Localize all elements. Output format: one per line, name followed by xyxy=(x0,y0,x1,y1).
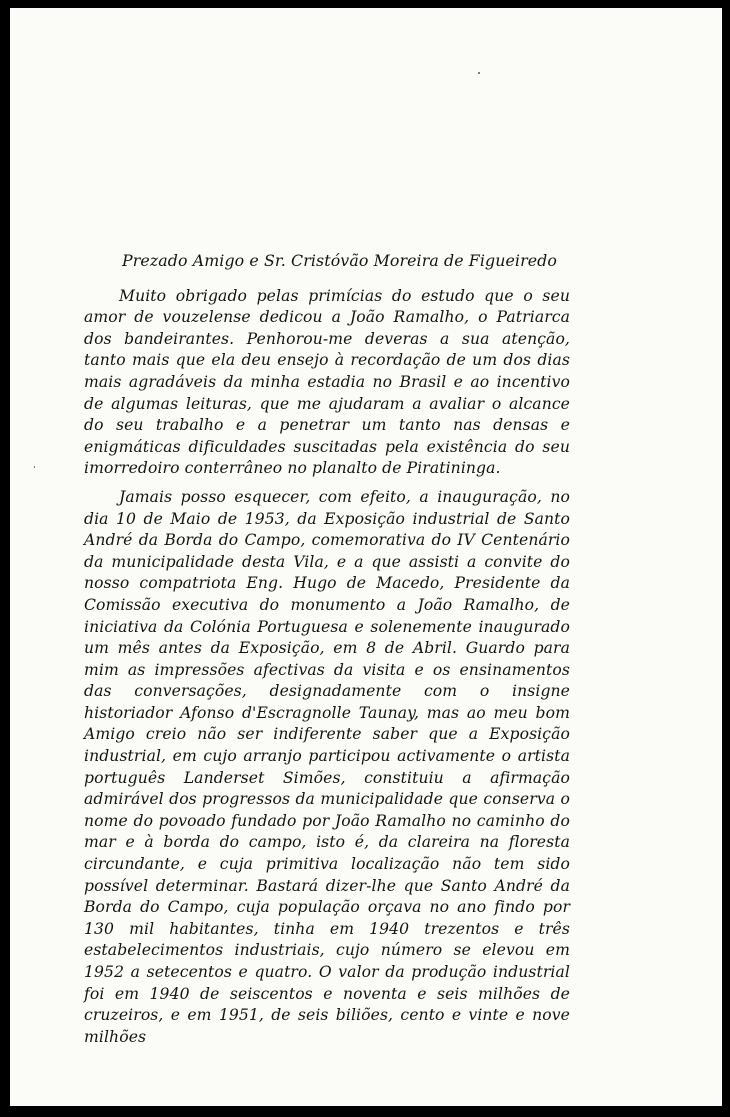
dust-speck xyxy=(478,72,480,74)
letter-body xyxy=(84,250,570,1048)
salutation: Prezado Amigo e Sr. Cristóvão Moreira de Figueiredo xyxy=(122,251,558,270)
paragraph-2: Jamais posso esquecer, com efeito, a inauguração, no dia 10 de Maio de 1953, da Exposição industrial de Santo André da Borda do Campo, comemorativa do IV Centenário da municipalidade desta Vila, e a que assisti a convite do nosso compatriota Eng. Hugo de Macedo, Presidente da Comissão executiva do monumento a João Ramalho, de iniciativa da Colónia Portuguesa e solenemente inaugurado um mês antes da Exposição, em 8 de Abril. Guardo para mim as impressões afectivas da visita e os ensinamentos das conversações, designadamente com o insigne historiador Afonso d'Escragnolle Taunay, mas ao meu bom Amigo creio não ser indiferente saber que a Exposição industrial, em cujo arranjo participou activamente o artista português Landerset Simões, constituiu a afirmação admirável dos progressos da municipalidade que conserva o nome do povoado fundado por João Ramalho no caminho do mar e à borda do campo, isto é, da clareira na floresta circundante, e cuja primitiva localização não tem sido possível determinar. Bastará dizer-lhe que Santo André da Borda do Campo, cuja população orçava no ano findo por 130 mil habitantes, tinha em 1940 trezentos e três estabelecimentos industriais, cujo número se elevou em 1952 a setecentos e quatro. O valor da produção industrial foi em 1940 de seiscentos e noventa e seis milhões de cruzeiros, e em 1951, de seis biliões, cento e vinte e nove milhões xyxy=(84,487,570,1046)
dust-speck xyxy=(34,466,35,468)
paragraph-1: Muito obrigado pelas primícias do estudo que o seu amor de vouzelense dedicou a João Ramalho, o Patriarca dos bandeirantes. Penhorou-me deveras a sua atenção, tanto mais que ela deu ensejo à recordação de um dos dias mais agradáveis da minha estadia no Brasil e ao incentivo de algumas leituras, que me ajudaram a avaliar o alcance do seu trabalho e a penetrar um tanto nas densas e enigmáticas dificuldades suscitadas pela existência do seu imorredoiro conterrâneo no planalto de Piratininga. xyxy=(84,286,570,478)
